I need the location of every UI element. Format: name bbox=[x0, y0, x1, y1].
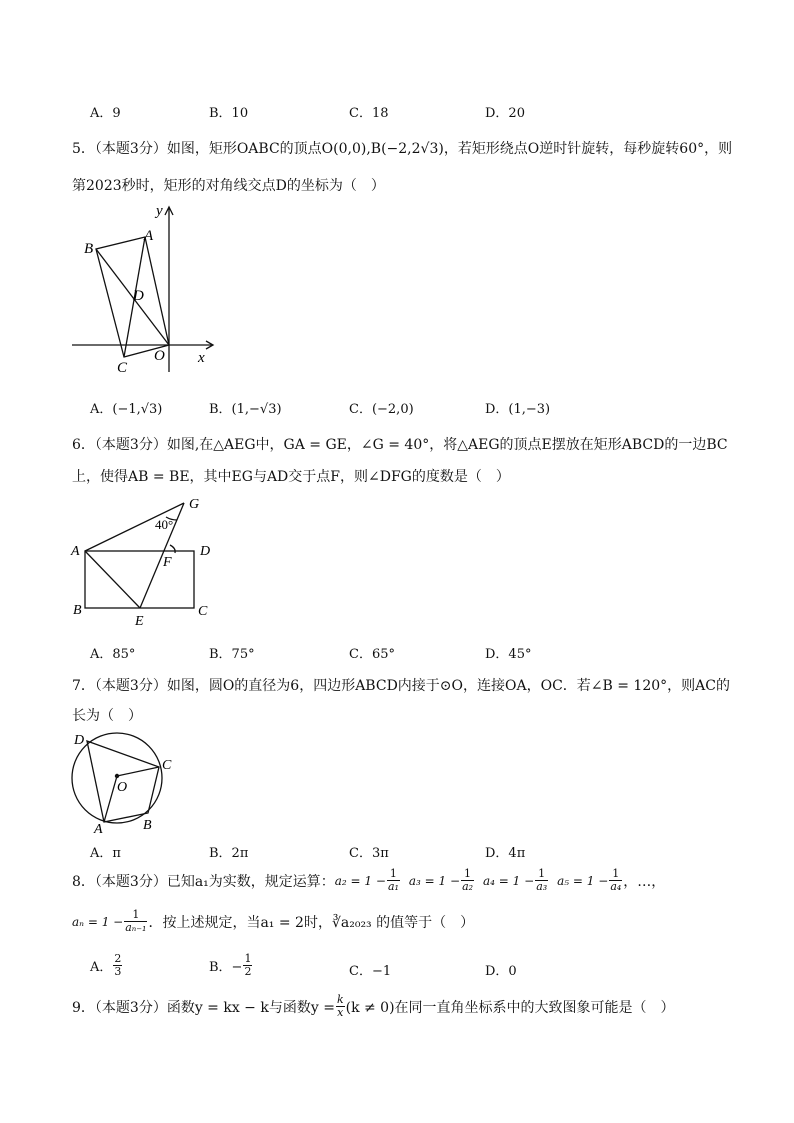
q8-option-a-label: A． bbox=[90, 960, 113, 975]
q7-segment-oa bbox=[104, 776, 117, 822]
q7-option-b[interactable]: B．2π bbox=[209, 846, 249, 861]
q5-option-a[interactable]: A．(−1,√3) bbox=[90, 402, 163, 417]
q8-option-a-frac: $\frac{2}{3}$ bbox=[114, 952, 122, 978]
q8-option-a[interactable] bbox=[90, 953, 123, 978]
q9-stem bbox=[72, 994, 675, 1019]
q5-label-c: C bbox=[117, 360, 128, 376]
q5-stem-line2: 第2023秒时，矩形的对角线交点D的坐标为（ ） bbox=[72, 178, 385, 194]
q6-option-c[interactable]: C．65° bbox=[349, 647, 395, 662]
q7-stem-line1: 7．（本题3分）如图，圆O的直径为6，四边形ABCD内接于⊙O，连接OA，OC．若∠B = 120°，则AC的 bbox=[72, 678, 730, 694]
q6-label-f: F bbox=[163, 555, 172, 570]
q6-option-d[interactable]: D．45° bbox=[485, 647, 532, 662]
q6-figure bbox=[65, 493, 225, 628]
q6-stem-line2: 上，使得AB = BE，其中EG与AD交于点F，则∠DFG的度数是（ ） bbox=[72, 469, 510, 485]
q6-label-d: D bbox=[200, 544, 211, 559]
q7-label-a: A bbox=[94, 822, 103, 835]
q8-prefix: 8．（本题3分）已知a₁为实数，规定运算： bbox=[72, 873, 335, 890]
q7-label-d: D bbox=[74, 733, 85, 748]
q5-figure bbox=[70, 200, 220, 380]
q8-option-b-frac: $\frac{1}{2}$ bbox=[244, 952, 252, 978]
q8-option-b-label: B．− bbox=[209, 960, 243, 975]
q7-label-b: B bbox=[143, 818, 152, 833]
q6-option-b[interactable]: B．75° bbox=[209, 647, 255, 662]
q8-seq-a5: a₅ = 1 − bbox=[557, 873, 609, 888]
q7-label-c: C bbox=[162, 758, 172, 773]
q9-stem-a: 9．（本题3分）函数y = kx − k与函数y = bbox=[72, 999, 335, 1016]
q4-option-c[interactable]: C．18 bbox=[349, 106, 389, 121]
q6-rectangle-abcd bbox=[85, 551, 194, 608]
q7-option-d[interactable]: D．4π bbox=[485, 846, 526, 861]
q6-label-e: E bbox=[135, 614, 144, 628]
q7-option-a[interactable]: A．π bbox=[90, 846, 121, 861]
q8-seq-a2: a₂ = 1 − bbox=[334, 873, 386, 888]
q5-option-b[interactable]: B．(1,−√3) bbox=[209, 402, 282, 417]
q4-option-b[interactable]: B．10 bbox=[209, 106, 249, 121]
q8-option-d[interactable]: D．0 bbox=[485, 964, 517, 979]
q8-option-c[interactable]: C．−1 bbox=[349, 964, 392, 979]
q6-stem-line1: 6．（本题3分）如图,在△AEG中，GA = GE，∠G = 40°，将△AEG的顶点E摆放在矩形ABCD的一边BC bbox=[72, 437, 728, 453]
q6-angle-arc-f bbox=[170, 545, 175, 553]
q6-option-a[interactable]: A．85° bbox=[90, 647, 136, 662]
q5-label-y: y bbox=[156, 203, 163, 219]
q7-segment-oc bbox=[117, 767, 159, 776]
q7-option-c[interactable]: C．3π bbox=[349, 846, 389, 861]
q5-label-o: O bbox=[154, 348, 165, 364]
q8-frac-a3: $\frac{1}{\text{a₃}}$ bbox=[536, 867, 548, 893]
q8-question: ．按上述规定，当a₁ = 2时，∛a₂₀₂₃ 的值等于（ ） bbox=[148, 914, 475, 931]
q7-label-o: O bbox=[117, 780, 128, 795]
q5-stem-line1: 5．（本题3分）如图，矩形OABC的顶点O(0,0),B(−2,2√3)，若矩形绕点O逆时针旋转，每秒旋转60°，则 bbox=[72, 141, 733, 157]
q8-seq-a4: a₄ = 1 − bbox=[483, 873, 535, 888]
q4-option-a[interactable]: A．9 bbox=[90, 106, 121, 121]
q5-label-b: B bbox=[84, 241, 94, 257]
q6-segment-ae bbox=[85, 551, 140, 608]
q5-label-x: x bbox=[198, 350, 205, 366]
q8-option-b[interactable] bbox=[209, 953, 253, 978]
q9-frac-k-over-x: $\frac{k}{x}$ bbox=[336, 993, 344, 1019]
q8-general-term: aₙ = 1 − bbox=[72, 914, 124, 929]
q8-frac-a1: $\frac{1}{\text{a₁}}$ bbox=[387, 867, 399, 893]
q7-stem-line2: 长为（ ） bbox=[72, 708, 142, 724]
q6-label-g: G bbox=[189, 497, 200, 512]
q4-option-d[interactable]: D．20 bbox=[485, 106, 525, 121]
q5-label-d: D bbox=[133, 288, 144, 304]
q5-label-a: A bbox=[144, 228, 154, 244]
q7-figure bbox=[68, 730, 183, 835]
q8-frac-an1: $\frac{1}{\text{aₙ₋₁}}$ bbox=[125, 908, 147, 934]
q5-option-d[interactable]: D．(1,−3) bbox=[485, 402, 551, 417]
q6-label-b: B bbox=[73, 603, 82, 618]
q9-stem-b: (k ≠ 0)在同一直角坐标系中的大致图象可能是（ ） bbox=[345, 999, 675, 1016]
q6-label-c: C bbox=[198, 604, 208, 619]
q5-option-c[interactable]: C．(−2,0) bbox=[349, 402, 414, 417]
q8-frac-a4: $\frac{1}{\text{a₄}}$ bbox=[610, 867, 622, 893]
q8-stem-line1 bbox=[72, 868, 665, 893]
q8-frac-a2: $\frac{1}{\text{a₂}}$ bbox=[462, 867, 474, 893]
q8-seq-a3: a₃ = 1 − bbox=[408, 873, 461, 888]
q6-angle-label: 40° bbox=[155, 517, 174, 532]
q7-center-dot bbox=[115, 774, 119, 778]
q8-stem-line2 bbox=[72, 909, 474, 934]
q8-ellipsis: ，…， bbox=[623, 873, 666, 890]
q6-label-a: A bbox=[71, 544, 80, 559]
